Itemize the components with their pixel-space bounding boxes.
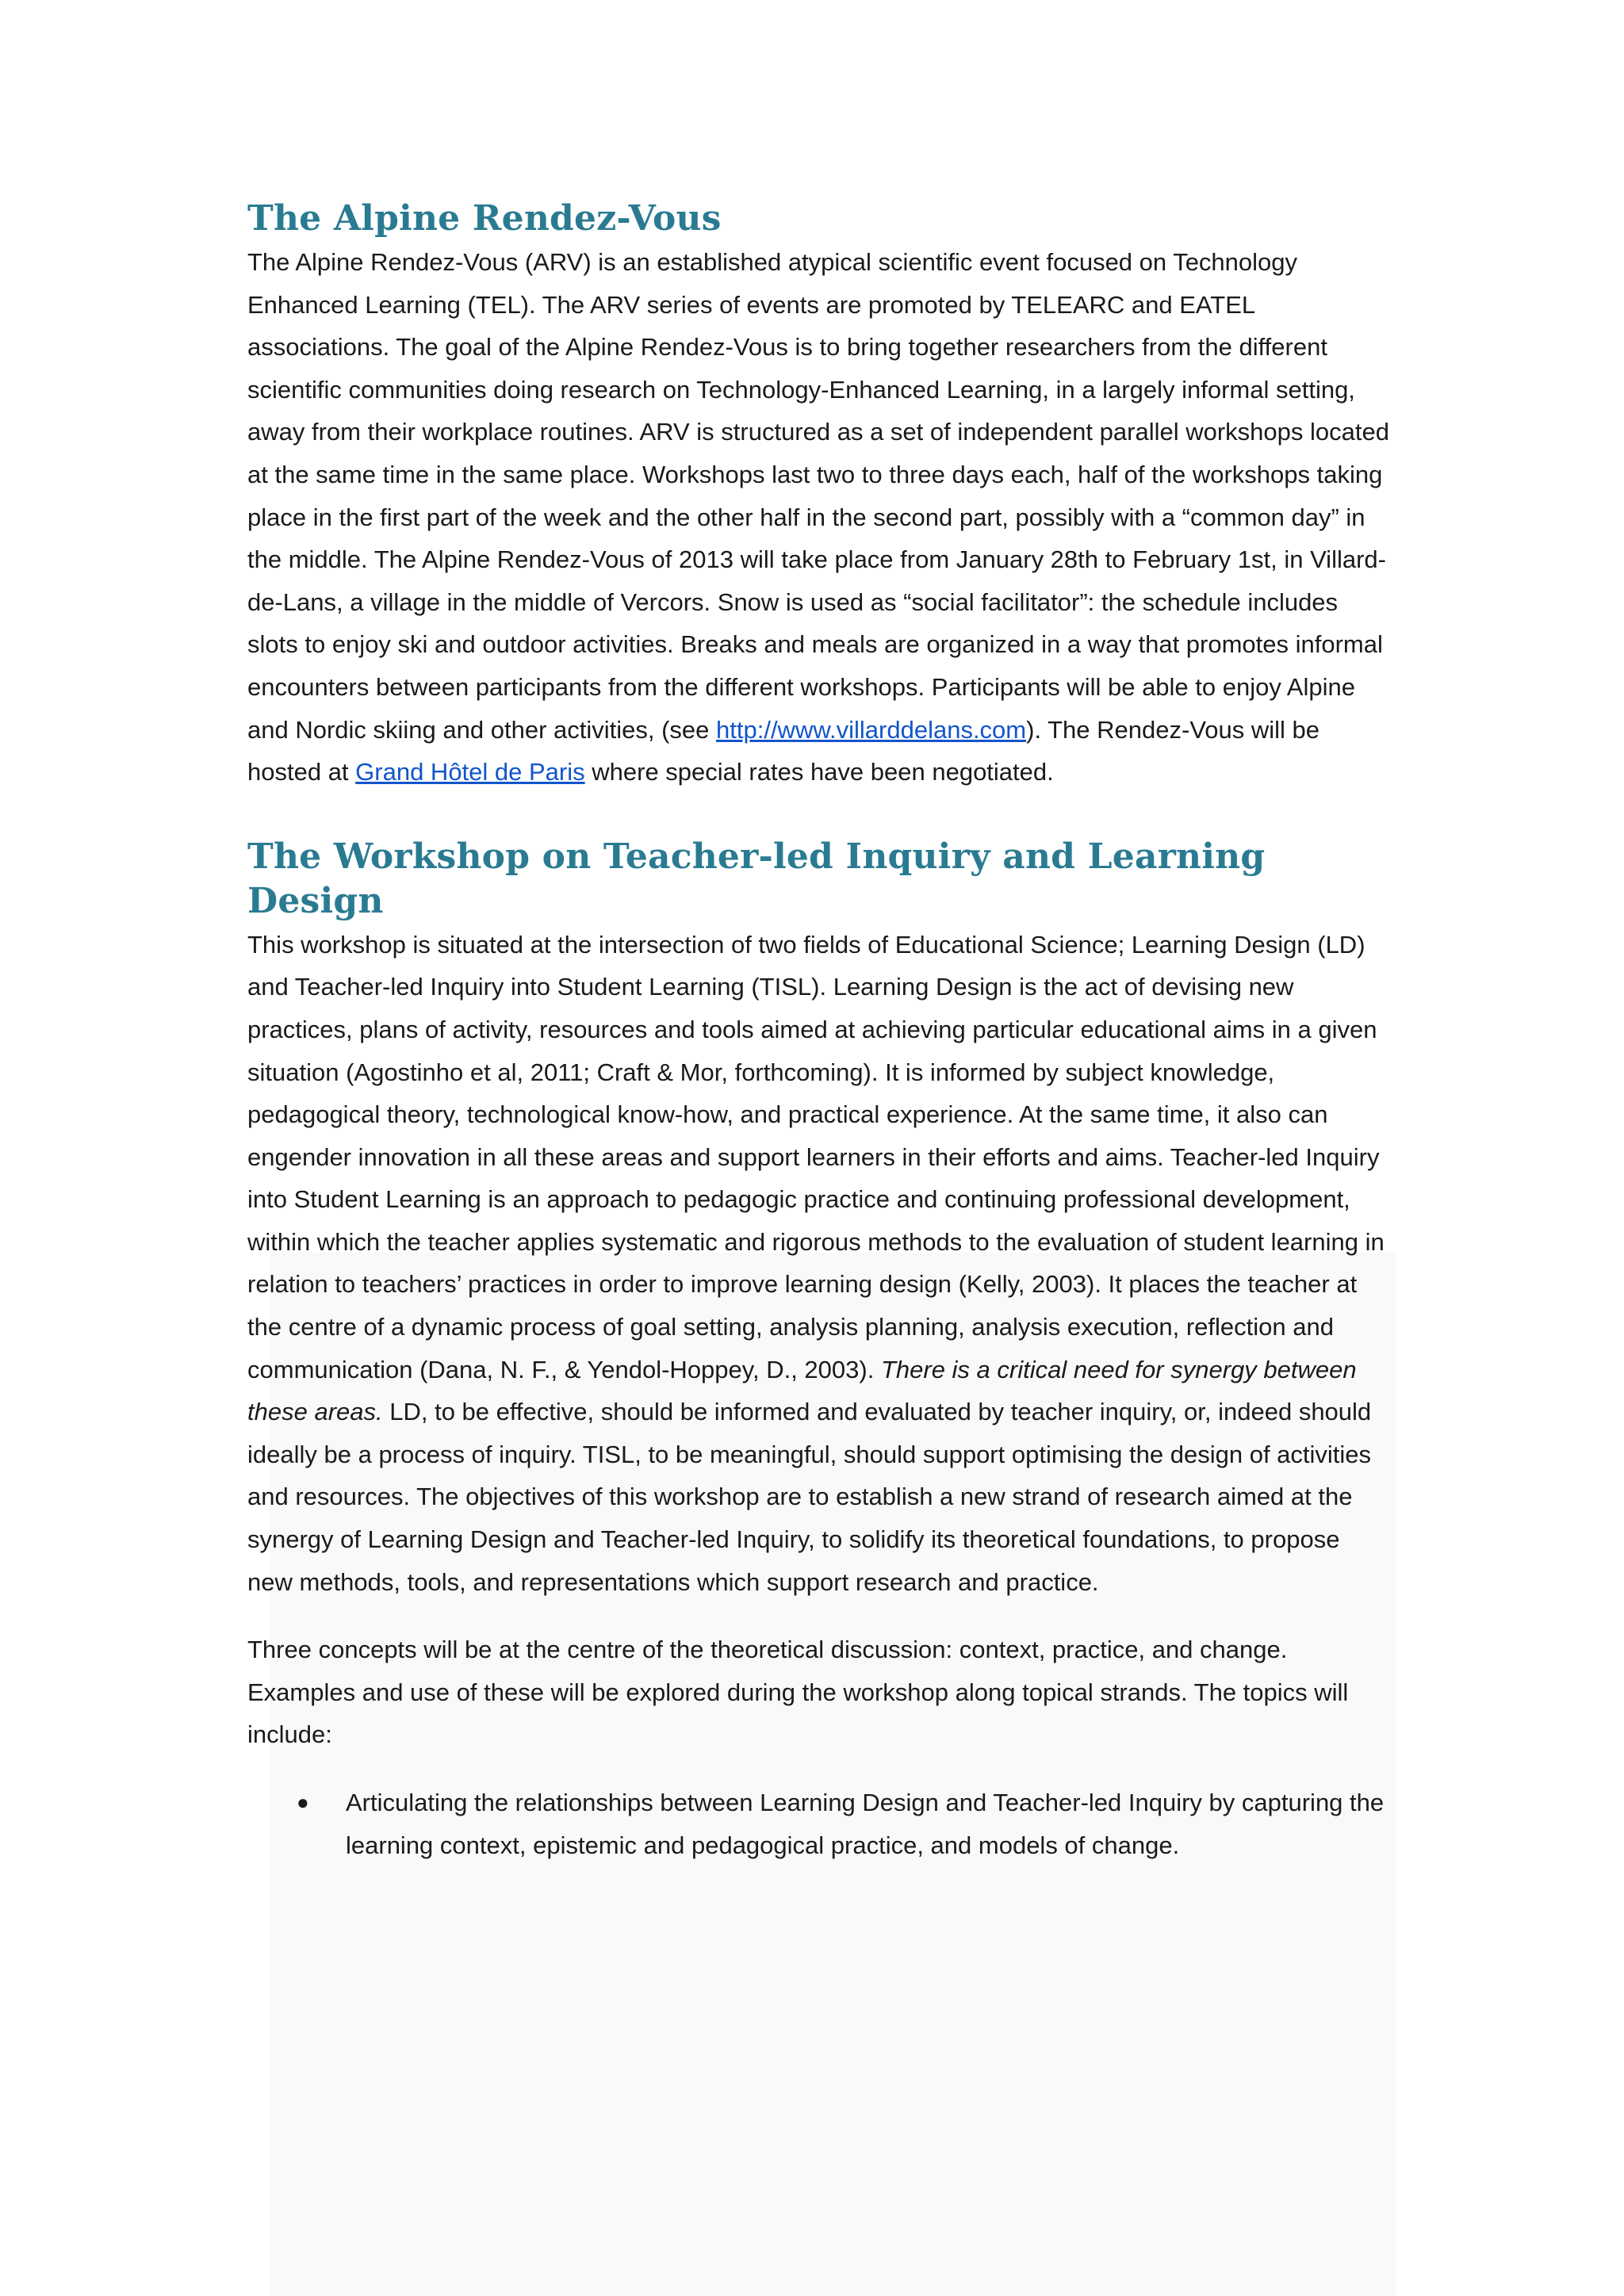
section-body-alpine-rendez-vous <box>247 241 1389 794</box>
topics-list <box>247 1781 1389 1866</box>
body-text: The Alpine Rendez-Vous (ARV) is an established atypical scientific event focused on Technology Enhanced Learning (TEL). The ARV series of events are promoted by TELEARC and EATEL associations. The goal of the Alpine Rendez-Vous is to bring together researchers from the different scientific communities doing research on Technology-Enhanced Learning, in a largely informal setting, away from their workplace routines. ARV is structured as a set of independent parallel workshops located at the same time in the same place. Workshops last two to three days each, half of the workshops taking place in the first part of the week and the other half in the second part, possibly with a “common day” in the middle. The Alpine Rendez-Vous of 2013 will take place from January 28th to February 1st, in Villard-de-Lans, a village in the middle of Vercors. Snow is used as “social facilitator”: the schedule includes slots to enjoy ski and outdoor activities. Breaks and meals are organized in a way that promotes informal encounters between participants from the different workshops. Participants will be able to enjoy Alpine and Nordic skiing and other activities, (see <box>247 248 1389 744</box>
body-text: where special rates have been negotiated. <box>584 758 1054 786</box>
grand-hotel-de-paris-link[interactable]: Grand Hôtel de Paris <box>355 758 585 786</box>
list-item <box>247 1781 1389 1866</box>
topics-intro-paragraph: Three concepts will be at the centre of the theoretical discussion: context, practice, and change. Examples and use of these will be explored during the workshop along topical strands. The topics will include: <box>247 1636 1349 1749</box>
section-title-alpine-rendez-vous: The Alpine Rendez-Vous <box>247 198 722 239</box>
document-content <box>247 197 1389 1866</box>
villarddelans-link[interactable]: http://www.villarddelans.com <box>716 715 1027 744</box>
emphasis-text: There is a critical need for synergy between these areas. <box>247 1355 1357 1426</box>
body-text: This workshop is situated at the intersection of two fields of Educational Science; Learning Design (LD) and Teacher-led Inquiry into Student Learning (TISL). Learning Design is the act of devising new practices, plans of activity, resources and tools aimed at achieving particular educational aims in a given situation (Agostinho et al, 2011; Craft & Mor, forthcoming). It is informed by subject knowledge, pedagogical theory, technological know-how, and practical experience. At the same time, it also can engender innovation in all these areas and support learners in their efforts and aims. Teacher-led Inquiry into Student Learning is an approach to pedagogic practice and continuing professional development, within which the teacher applies systematic and rigorous methods to the evaluation of student learning in relation to teachers’ practices in order to improve learning design (Kelly, 2003). It places the teacher at the centre of a dynamic process of goal setting, analysis planning, analysis execution, reflection and communication (Dana, N. F., & Yendol-Hoppey, D., 2003). <box>247 930 1385 1383</box>
list-item-text: Articulating the relationships between Learning Design and Teacher-led Inquiry by capturing the learning context, epistemic and pedagogical practice, and models of change. <box>346 1789 1385 1859</box>
body-text: LD, to be effective, should be informed and evaluated by teacher inquiry, or, indeed should ideally be a process of inquiry. TISL, to be meaningful, should support optimising the design of activities and resources. The objectives of this workshop are to establish a new strand of research aimed at the synergy of Learning Design and Teacher-led Inquiry, to solidify its theoretical foundations, to propose new methods, tools, and representations which support research and practice. <box>247 1398 1372 1596</box>
body-text: ). The Rendez-Vous will be hosted at <box>247 715 1320 786</box>
section-title-workshop: The Workshop on Teacher-led Inquiry and Learning Design <box>247 836 1266 921</box>
section-body-workshop <box>247 924 1389 1604</box>
bullet-icon: ● <box>297 1790 309 1814</box>
